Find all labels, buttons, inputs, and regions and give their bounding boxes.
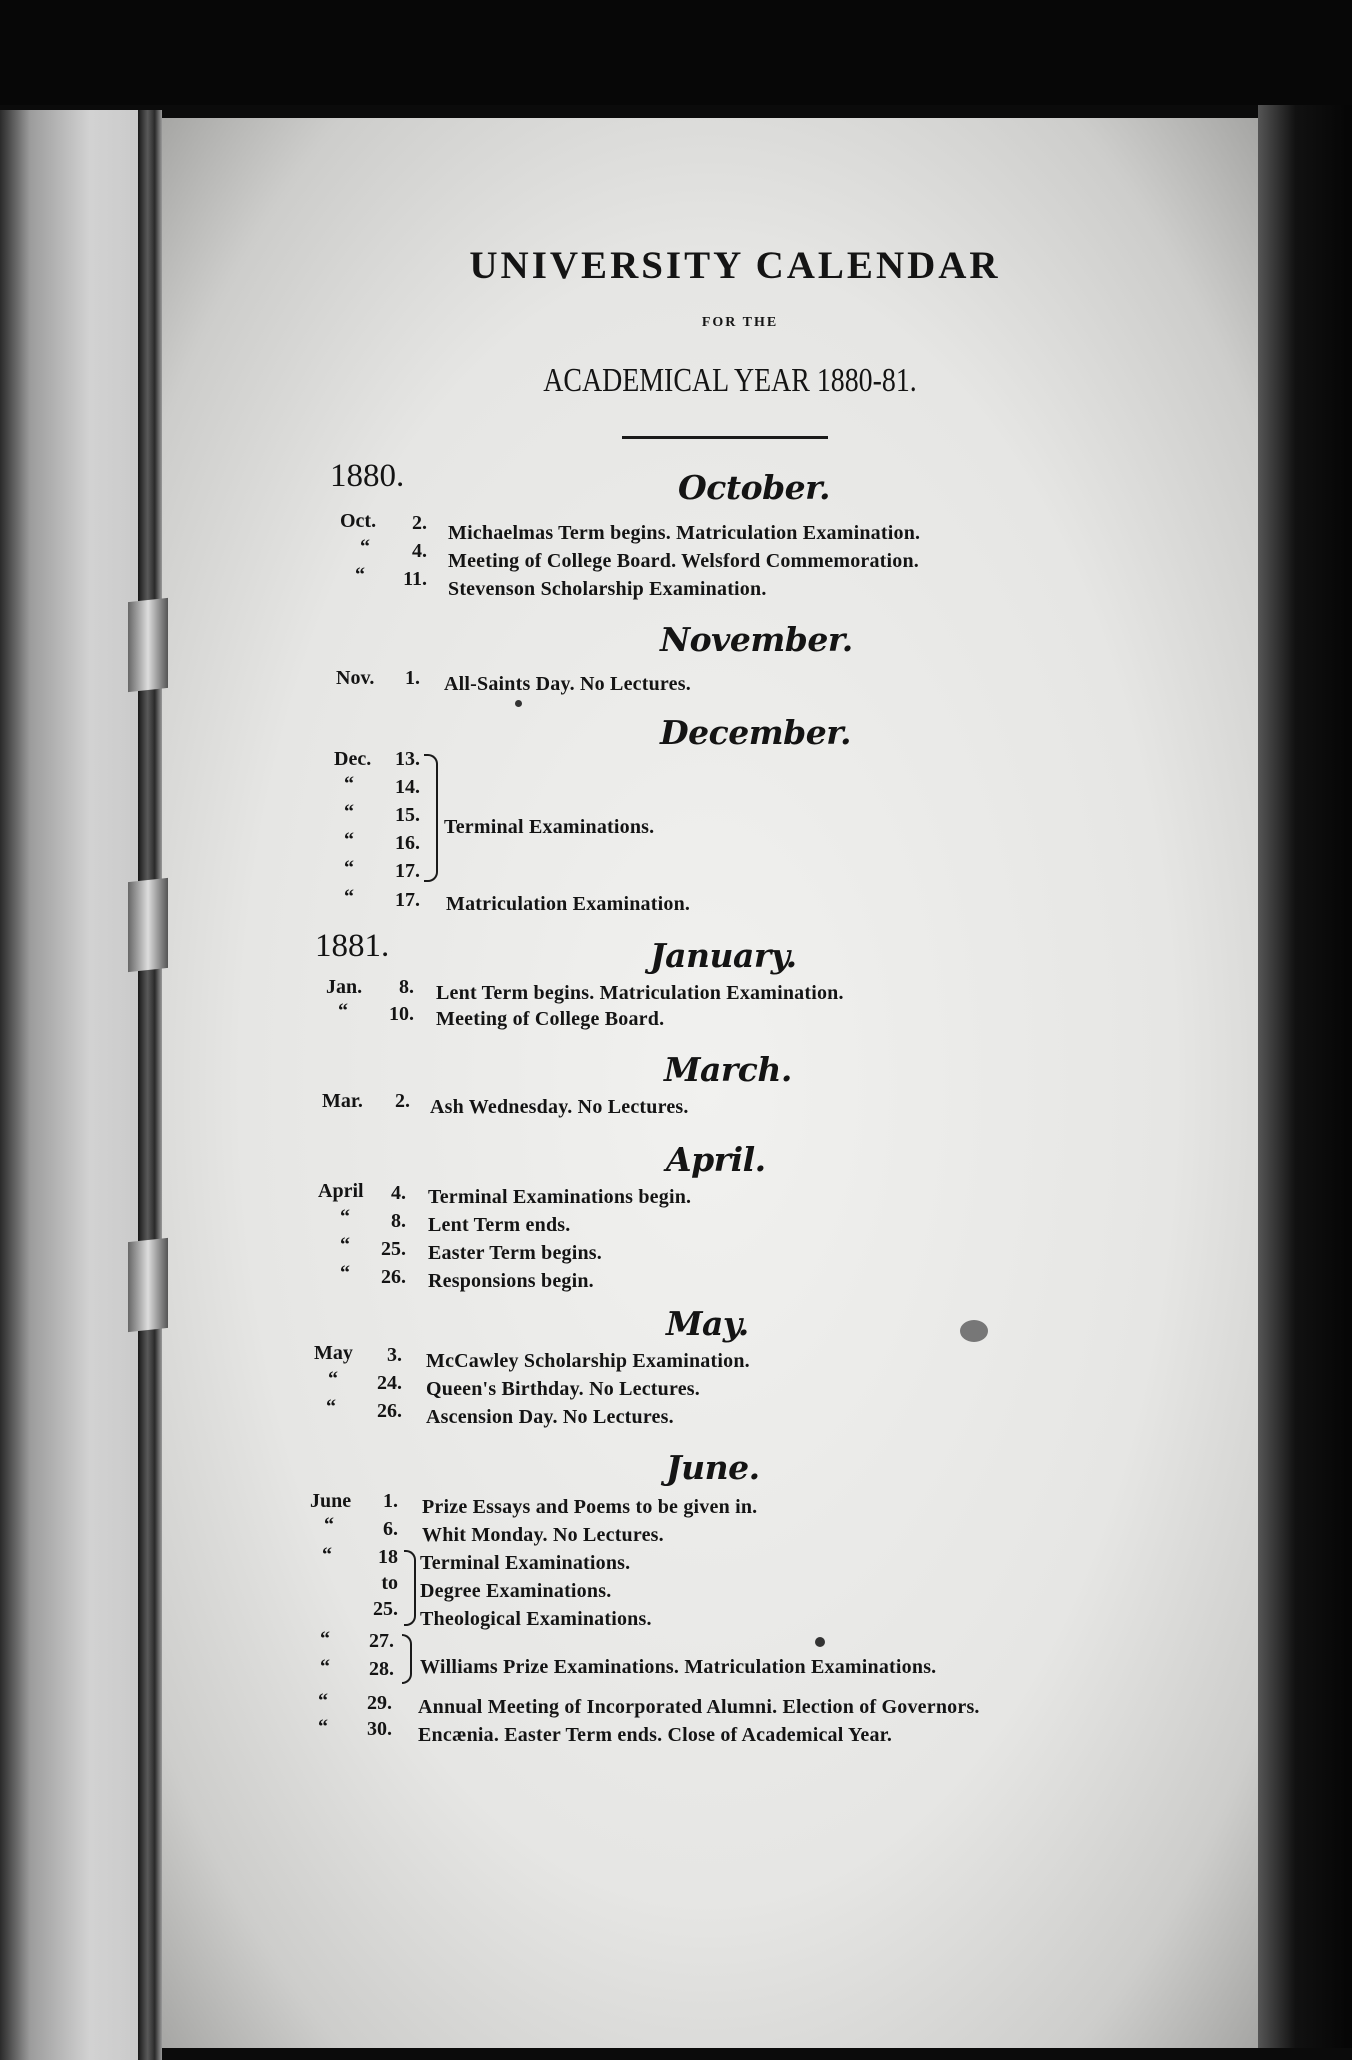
event-text: Terminal Examinations. [420,1552,631,1574]
day: 6. [383,1518,398,1540]
event-text: McCawley Scholarship Examination. [426,1350,750,1372]
month-abbrev: Mar. [322,1090,363,1112]
year-heading-1880: 1880. [330,458,405,494]
ink-spot [815,1637,825,1647]
event-text: All-Saints Day. No Lectures. [444,673,691,695]
month-heading-november: November. [660,620,853,659]
ditto-mark: “ [328,1368,338,1390]
event-text: Ash Wednesday. No Lectures. [430,1096,689,1118]
event-text: Whit Monday. No Lectures. [422,1524,664,1546]
title-connector: FOR THE [701,315,779,330]
day: 26. [377,1400,402,1422]
ditto-mark: “ [355,564,365,586]
event-text: Queen's Birthday. No Lectures. [426,1378,700,1400]
ditto-mark: “ [320,1656,330,1678]
ditto-mark: “ [340,1234,350,1256]
day: 17. [395,860,420,882]
event-text: Williams Prize Examinations. Matriculation Examinations. [420,1656,937,1678]
scan-border-right [1258,105,1352,2048]
ditto-mark: “ [318,1716,328,1738]
month-abbrev: June [310,1490,352,1512]
event-text: Degree Examinations. [420,1580,612,1602]
event-text: Theological Examinations. [420,1608,652,1630]
day: 1. [383,1490,398,1512]
day: 4. [412,540,427,562]
day: 29. [367,1692,392,1714]
page-subtitle: ACADEMICAL YEAR 1880-81. [543,362,917,399]
event-text: Michaelmas Term begins. Matriculation Examination. [448,522,921,544]
event-text: Prize Essays and Poems to be given in. [422,1496,758,1518]
month-abbrev: Nov. [336,667,375,689]
ditto-mark: “ [340,1262,350,1284]
day: 15. [395,804,420,826]
month-heading-october: October. [678,468,831,507]
ditto-mark: “ [324,1514,334,1536]
month-abbrev: Jan. [326,976,363,998]
year-heading-1881: 1881. [315,928,390,964]
day: 24. [377,1372,402,1394]
event-text: Encænia. Easter Term ends. Close of Academical Year. [418,1724,893,1746]
day: 16. [395,832,420,854]
day: 30. [367,1718,392,1740]
ditto-mark: “ [344,829,354,851]
day: 27. [369,1630,394,1652]
event-text: Terminal Examinations begin. [428,1186,692,1208]
ink-spot [515,700,522,707]
page-title: UNIVERSITY CALENDAR [469,244,1001,287]
ditto-mark: “ [344,857,354,879]
ditto-mark: “ [344,886,354,908]
event-text: Lent Term ends. [428,1214,571,1236]
ditto-mark: “ [344,773,354,795]
event-text: Annual Meeting of Incorporated Alumni. Election of Governors. [418,1696,980,1718]
month-abbrev: Dec. [334,748,372,770]
event-text: Lent Term begins. Matriculation Examination. [436,982,844,1004]
book-spine [138,110,162,2060]
event-text: Easter Term begins. [428,1242,602,1264]
month-heading-january: January. [650,936,797,975]
ditto-mark: “ [340,1206,350,1228]
stain [960,1320,988,1342]
title-rule [622,436,828,439]
day: 8. [399,976,414,998]
range-to: to [381,1572,398,1594]
grouping-brace [402,1634,412,1684]
month-heading-june: June. [666,1448,760,1487]
day: 25. [381,1238,406,1260]
event-text: Ascension Day. No Lectures. [426,1406,674,1428]
binding-stitch [128,878,168,972]
day: 4. [391,1182,406,1204]
month-abbrev: May [314,1342,353,1364]
scan-border-top [0,0,1352,105]
day: 2. [412,512,427,534]
facing-page-edge [0,110,150,2060]
range-end-day: 25. [373,1598,398,1620]
day: 3. [387,1344,402,1366]
grouping-brace [424,754,438,882]
month-abbrev: April [318,1180,364,1202]
month-heading-march: March. [664,1050,792,1089]
day: 13. [395,748,420,770]
day: 14. [395,776,420,798]
range-start-day: 18 [378,1546,398,1568]
ditto-mark: “ [360,536,370,558]
ditto-mark: “ [338,1000,348,1022]
day: 28. [369,1658,394,1680]
binding-stitch [128,598,168,692]
ditto-mark: “ [344,801,354,823]
day: 17. [395,889,420,911]
ditto-mark: “ [326,1396,336,1418]
month-abbrev: Oct. [340,510,377,532]
day: 10. [389,1003,414,1025]
ditto-mark: “ [322,1544,332,1566]
event-text: Meeting of College Board. [436,1008,665,1030]
event-text: Stevenson Scholarship Examination. [448,578,767,600]
day: 8. [391,1210,406,1232]
day: 2. [395,1090,410,1112]
event-text: Responsions begin. [428,1270,594,1292]
event-text: Matriculation Examination. [446,893,691,915]
day: 26. [381,1266,406,1288]
month-heading-may: May. [666,1304,749,1343]
grouping-brace [404,1550,416,1626]
month-heading-april: April. [666,1140,766,1179]
day: 1. [405,667,420,689]
event-text: Terminal Examinations. [444,816,655,838]
binding-stitch [128,1238,168,1332]
ditto-mark: “ [318,1690,328,1712]
event-text: Meeting of College Board. Welsford Commemoration. [448,550,920,572]
month-heading-december: December. [660,713,852,752]
ditto-mark: “ [320,1628,330,1650]
day: 11. [403,568,427,590]
